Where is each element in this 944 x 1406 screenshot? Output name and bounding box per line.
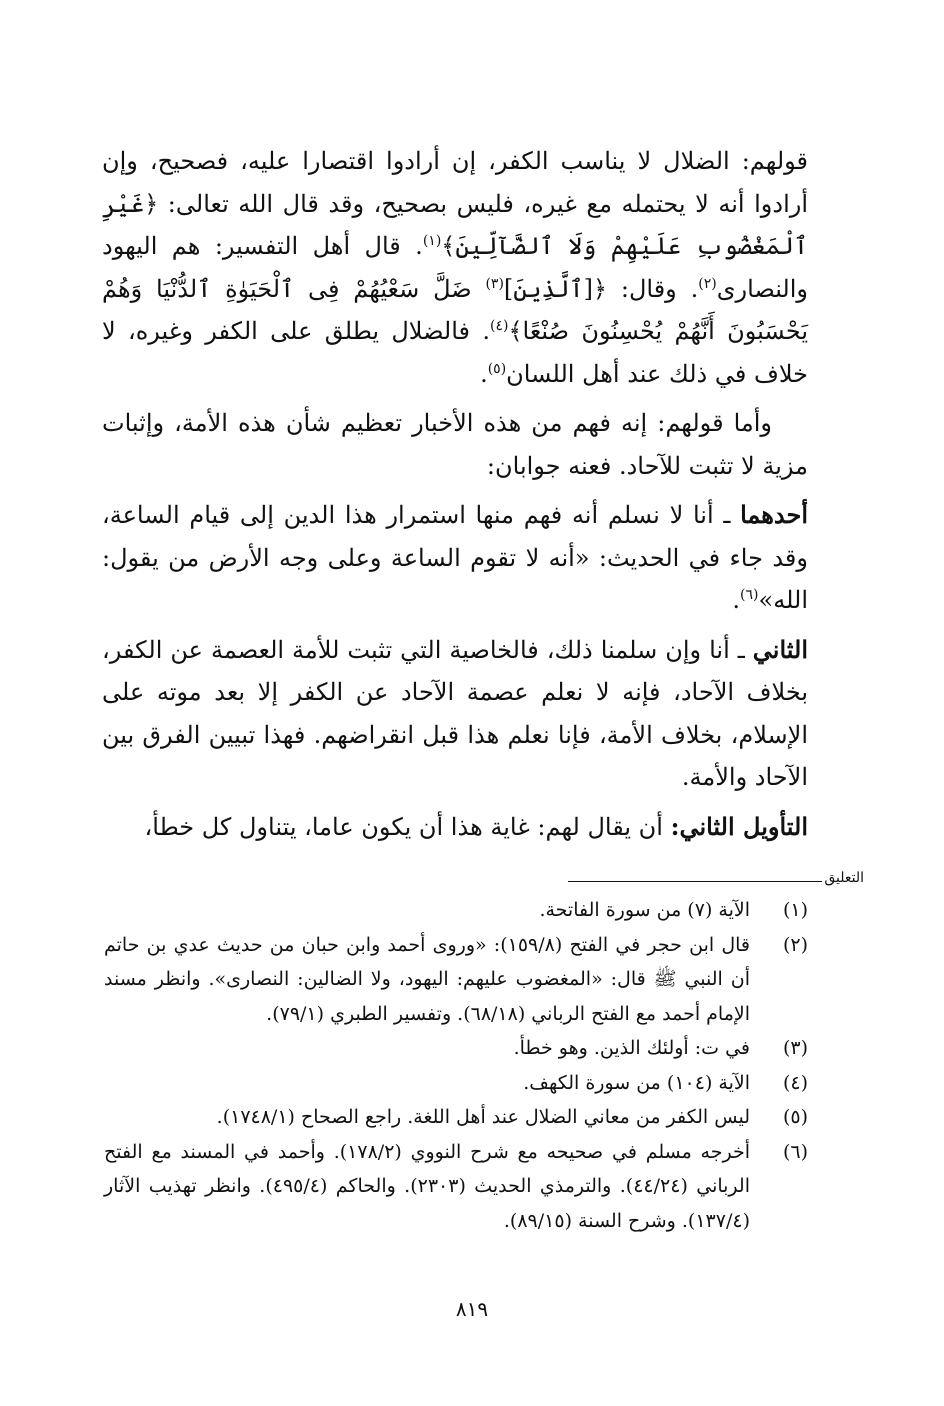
footnote-ref-5[interactable]: (٥) [487, 360, 507, 377]
p1-text-c: . وقال: [607, 274, 699, 303]
footnote-ref-6[interactable]: (٦) [740, 587, 759, 603]
footnote-number: (٣) [782, 1037, 808, 1059]
footnotes-label: التعليق [824, 870, 864, 886]
footnote-text: الآية (٧) من سورة الفاتحة. [539, 899, 750, 921]
footnote-number: (٤) [782, 1071, 808, 1094]
footnote-number: (٦) [782, 1140, 808, 1163]
paragraph-4 [102, 629, 808, 799]
p1-text-d: . فالضلال يطلق على الكفر وغيره، لا خلاف في ذلك عند أهل اللسان [102, 317, 808, 388]
footnote-text: في ت: أولئك الذين. وهو خطأ. [513, 1037, 750, 1059]
footnote-number: (٥) [782, 1106, 808, 1128]
paragraph-2: وأما قولهم: إنه فهم من هذه الأخبار تعظيم شأن هذه الأمة، وإثبات مزية لا تثبت للآحاد. فعنه جوابان: [102, 409, 808, 480]
main-text [102, 140, 808, 855]
footnote [104, 1066, 808, 1101]
footnotes-divider [568, 881, 822, 882]
p1-text-e: . [480, 359, 488, 388]
p1-text-a: قولهم: الضلال لا يناسب الكفر، إن أرادوا اقتصارا عليه، فصحيح، وإن أرادوا أنه لا يحتمله مع غيره، فليس بصحيح، وقد قال الله تعالى: [102, 147, 808, 218]
footnote-ref-2[interactable]: (٢) [698, 275, 717, 292]
p5-text-a: أن يقال لهم: غاية هذا أن يكون عاما، يتناول كل خطأ، [144, 812, 671, 841]
footnote-text: ليس الكفر من معاني الضلال عند أهل اللغة. راجع الصحاح (١٧٤٨/١). [216, 1106, 750, 1128]
footnote-text: قال ابن حجر في الفتح (١٥٩/٨): «وروى أحمد وابن حبان من حديث عدي بن حاتم أن النبي ﷺ قال: «المغضوب عليهم: اليهود، ولا الضالين: النصارى». وانظر مسند الإمام أحمد مع الفتح الرباني (٦٨/١٨). وتفسير الطبري (٧٩/١). [104, 933, 750, 1025]
page-number: ٨١٩ [455, 1297, 489, 1321]
paragraph-5 [102, 806, 808, 849]
quran-verse-1: ﴿غَيْرِ ٱلْمَغْضُوبِ عَلَيْهِمْ وَلَا ٱلضَّآلِّينَ﴾ [102, 189, 809, 260]
footnote-text: الآية (١٠٤) من سورة الكهف. [523, 1071, 750, 1094]
footnotes [104, 893, 808, 1238]
footnote [104, 1100, 808, 1135]
paragraph-3 [102, 494, 808, 622]
p1-text-b: . قال أهل التفسير: هم اليهود والنصارى [102, 232, 808, 303]
p3-text-b: . [732, 586, 741, 614]
footnote [104, 893, 808, 928]
footnote-ref-1[interactable]: (١) [422, 233, 442, 249]
p4-text-a: ـ أنا وإن سلمنا ذلك، فالخاصية التي تثبت للأمة العصمة عن الكفر، بخلاف الآحاد، فإنه لا نعلم عصمة الآحاد عن الكفر إلا بعد موته على الإسلام، بخلاف الأمة، فإنا نعلم هذا قبل انقراضهم. فهذا تبيين الفرق بين الآحاد والأمة. [102, 635, 808, 791]
footnote [104, 1135, 808, 1239]
paragraph-1 [102, 140, 808, 395]
footnote-text: أخرجه مسلم في صحيحه مع شرح النووي (١٧٨/٢). وأحمد في المسند مع الفتح الرباني (٤٤/٢٤). والترمذي الحديث (٢٣٠٣). والحاكم (٤٩٥/٤). وانظر تهذيب الآثار (١٣٧/٤). وشرح السنة (٨٩/١٥). [104, 1140, 750, 1232]
quran-verse-2a: ﴿[ٱلَّذِينَ] [503, 274, 608, 303]
footnote [104, 1031, 808, 1066]
p4-lead: الثاني [752, 634, 808, 664]
footnotes-header [568, 870, 864, 886]
p5-lead: التأويل الثاني: [670, 811, 808, 841]
quran-verse-2b: ضَلَّ سَعْيُهُمْ فِى ٱلْحَيَوٰةِ ٱلدُّنْيَا وَهُمْ يَحْسَبُونَ أَنَّهُمْ يُحْسِنُونَ صُنْعًا﴾ [102, 274, 808, 345]
footnote-ref-3[interactable]: (٣) [485, 275, 504, 292]
p3-text-a: ـ أنا لا نسلم أنه فهم منها استمرار هذا الدين إلى قيام الساعة، وقد جاء في الحديث: «أنه لا تقوم الساعة وعلى وجه الأرض من يقول: الله» [102, 501, 808, 614]
footnote-number: (١) [782, 899, 808, 921]
footnote-number: (٢) [782, 933, 808, 956]
p3-lead: أحدهما [740, 500, 809, 529]
footnote-ref-4[interactable]: (٤) [489, 318, 509, 334]
footnote [104, 928, 808, 1032]
